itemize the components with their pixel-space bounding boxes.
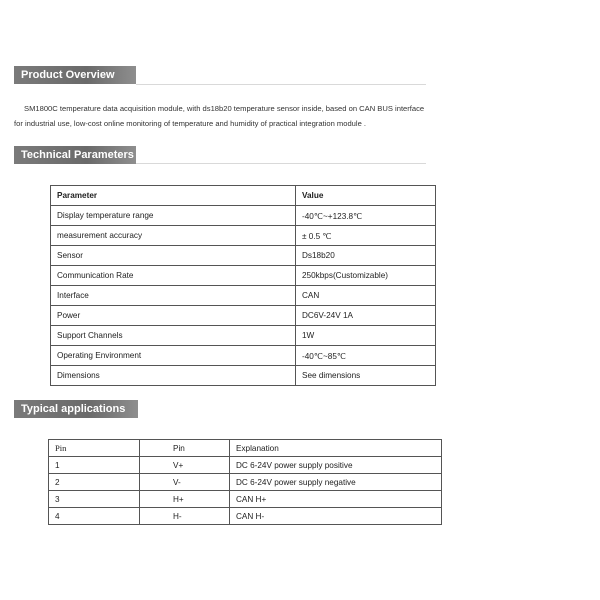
parameters-table-header: [51, 186, 436, 206]
parameter-name: Dimensions: [51, 366, 296, 386]
parameter-name: Sensor: [51, 246, 296, 266]
parameter-name: Interface: [51, 286, 296, 306]
parameter-name: Communication Rate: [51, 266, 296, 286]
pin-number: 4: [49, 508, 140, 525]
typical-applications-heading: Typical applications: [14, 400, 138, 418]
parameter-name: Display temperature range: [51, 206, 296, 226]
pin-table: [48, 439, 442, 525]
parameter-name: measurement accuracy: [51, 226, 296, 246]
header-parameter: Parameter: [51, 186, 296, 206]
parameter-value: CAN: [296, 286, 436, 306]
overview-divider: [136, 84, 426, 85]
pin-number: 3: [49, 491, 140, 508]
parameter-value: -40℃~85℃: [296, 346, 436, 366]
parameter-value: -40℃~+123.8℃: [296, 206, 436, 226]
technical-parameters-heading: Technical Parameters: [14, 146, 136, 164]
parameter-value: See dimensions: [296, 366, 436, 386]
header-explanation: Explanation: [230, 440, 442, 457]
pin-explanation: CAN H-: [230, 508, 442, 525]
header-pin-number: Pin: [49, 440, 140, 457]
pin-explanation: DC 6-24V power supply positive: [230, 457, 442, 474]
header-pin-name: Pin: [140, 440, 230, 457]
parameter-value: 1W: [296, 326, 436, 346]
table-row: [49, 508, 442, 525]
pin-table-header: [49, 440, 442, 457]
overview-text-line-2: for industrial use, low-cost online monitoring of temperature and humidity of practical integration module .: [14, 119, 367, 128]
table-row: [49, 457, 442, 474]
table-row: [51, 266, 436, 286]
pin-explanation: CAN H+: [230, 491, 442, 508]
table-row: [51, 226, 436, 246]
table-row: [51, 306, 436, 326]
overview-text-line-1: SM1800C temperature data acquisition module, with ds18b20 temperature sensor inside, based on CAN BUS interface: [24, 104, 425, 113]
pin-name: V-: [140, 474, 230, 491]
parameter-value: 250kbps(Customizable): [296, 266, 436, 286]
parameter-value: Ds18b20: [296, 246, 436, 266]
table-row: [51, 346, 436, 366]
pin-name: V+: [140, 457, 230, 474]
table-row: [51, 206, 436, 226]
pin-number: 1: [49, 457, 140, 474]
parameters-table: [50, 185, 436, 386]
table-row: [49, 491, 442, 508]
parameter-name: Support Channels: [51, 326, 296, 346]
product-overview-heading: Product Overview: [14, 66, 136, 84]
parameters-divider: [136, 163, 426, 164]
parameter-value: ± 0.5 ℃: [296, 226, 436, 246]
table-row: [51, 286, 436, 306]
table-row: [51, 326, 436, 346]
table-row: [51, 366, 436, 386]
table-row: [49, 474, 442, 491]
pin-name: H+: [140, 491, 230, 508]
table-row: [51, 246, 436, 266]
parameter-name: Operating Environment: [51, 346, 296, 366]
pin-number: 2: [49, 474, 140, 491]
header-value: Value: [296, 186, 436, 206]
pin-name: H-: [140, 508, 230, 525]
parameter-value: DC6V-24V 1A: [296, 306, 436, 326]
pin-explanation: DC 6-24V power supply negative: [230, 474, 442, 491]
parameter-name: Power: [51, 306, 296, 326]
